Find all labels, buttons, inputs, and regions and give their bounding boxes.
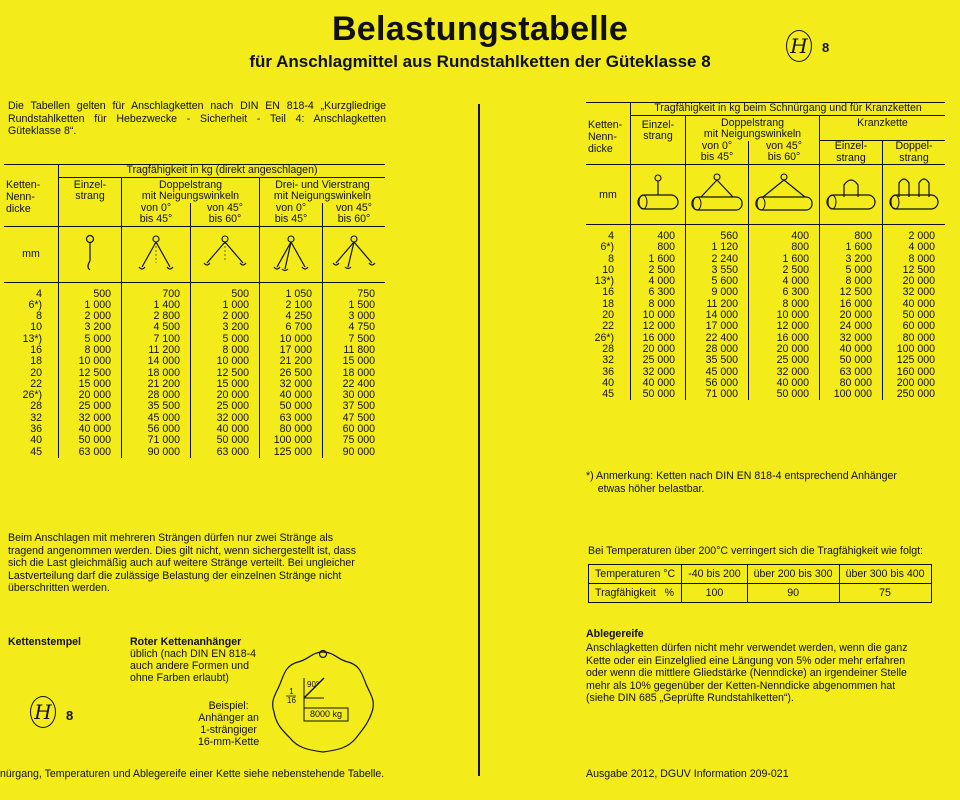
table-row bbox=[4, 322, 385, 333]
table-cell-value: 50 000 bbox=[631, 389, 686, 400]
table-cell-value: 4 000 bbox=[631, 276, 686, 287]
table-cell-value: 2 500 bbox=[749, 265, 820, 276]
table-cell-value: 20 000 bbox=[749, 344, 820, 355]
table-cell-value: 1 400 bbox=[122, 300, 191, 311]
table-cell-value: 1 050 bbox=[260, 282, 323, 300]
left-col-double: Doppelstrang mit Neigungswinkeln bbox=[122, 177, 260, 203]
table-cell-value: 6 700 bbox=[260, 322, 323, 333]
table-cell-value: 14 000 bbox=[122, 356, 191, 367]
table-cell-value: 12 000 bbox=[631, 321, 686, 332]
table-cell-value: 32 000 bbox=[59, 413, 122, 424]
table-row bbox=[586, 254, 945, 265]
table-cell-value: 200 000 bbox=[883, 378, 946, 389]
left-group-header: Tragfähigkeit in kg (direkt angeschlagen) bbox=[59, 165, 386, 178]
table-cell-value: 10 000 bbox=[191, 356, 260, 367]
temp-capacity-3: 75 bbox=[839, 584, 931, 603]
table-cell-size: 22 bbox=[30, 377, 42, 390]
table-cell-size: 36 bbox=[602, 365, 614, 378]
table-cell-size: 4 bbox=[36, 287, 42, 300]
right-group-header: Tragfähigkeit in kg beim Schnürgang und für Kranzketten bbox=[631, 103, 946, 116]
intro-text: Die Tabellen gelten für Anschlagketten nach DIN EN 818-4 „Kurzgliedrige Rundstahlketten für Hebezwecke - Sicherheit - Teil 4: Anschlagketten Güteklasse 8“. bbox=[8, 100, 386, 138]
ablege-title: Ablegereife bbox=[586, 628, 644, 640]
table-cell-value: 56 000 bbox=[686, 378, 749, 389]
table-cell-value: 8 000 bbox=[883, 254, 946, 265]
table-cell-size: 32 bbox=[602, 354, 614, 367]
table-row bbox=[586, 299, 945, 310]
table-cell-value: 90 000 bbox=[122, 447, 191, 458]
header-logo-number: 8 bbox=[822, 40, 830, 55]
page-subtitle: für Anschlagmittel aus Rundstahlketten der Güteklasse 8 bbox=[249, 52, 711, 71]
tag-label: Roter Kettenanhänger bbox=[130, 636, 242, 648]
table-row bbox=[4, 300, 385, 311]
table-cell-value: 8 000 bbox=[820, 276, 883, 287]
table-cell-value: 12 500 bbox=[883, 265, 946, 276]
table-cell-value: 50 000 bbox=[749, 389, 820, 400]
table-row bbox=[586, 344, 945, 355]
table-cell-value: 2 000 bbox=[883, 225, 946, 243]
table-cell-value: 45 000 bbox=[686, 367, 749, 378]
tag-angle: 90° bbox=[307, 680, 320, 689]
table-cell-value: 1 600 bbox=[820, 242, 883, 253]
double-strand-45-icon bbox=[134, 233, 178, 273]
table-cell-value: 16 000 bbox=[749, 333, 820, 344]
left-col-multi: Drei- und Vierstrang mit Neigungswinkeln bbox=[260, 177, 386, 203]
table-cell-value: 250 000 bbox=[883, 389, 946, 400]
table-cell-size: 40 bbox=[602, 376, 614, 389]
table-cell-value: 7 100 bbox=[122, 334, 191, 345]
kranz-single-icon bbox=[824, 171, 878, 215]
h-logo-icon: H bbox=[786, 30, 812, 62]
table-cell-value: 15 000 bbox=[323, 356, 386, 367]
table-cell-value: 4 000 bbox=[749, 276, 820, 287]
temp-capacity-2: 90 bbox=[747, 584, 839, 603]
table-cell-value: 560 bbox=[686, 225, 749, 243]
table-cell-size: 6*) bbox=[600, 241, 614, 254]
table-row bbox=[586, 355, 945, 366]
table-row bbox=[4, 413, 385, 424]
table-cell-value: 60 000 bbox=[323, 424, 386, 435]
table-cell-value: 4 750 bbox=[323, 322, 386, 333]
table-cell-value: 90 000 bbox=[323, 447, 386, 458]
table-cell-value: 50 000 bbox=[820, 355, 883, 366]
table-cell-value: 32 000 bbox=[749, 367, 820, 378]
table-row bbox=[586, 378, 945, 389]
table-cell-value: 40 000 bbox=[631, 378, 686, 389]
table-cell-value: 25 000 bbox=[191, 401, 260, 412]
table-cell-value: 63 000 bbox=[191, 447, 260, 458]
table-cell-value: 100 000 bbox=[260, 435, 323, 446]
left-row-header: Ketten- Nenn- dicke bbox=[6, 179, 41, 215]
choke-single-icon bbox=[635, 171, 681, 215]
table-row bbox=[4, 435, 385, 446]
table-row bbox=[586, 310, 945, 321]
table-cell-value: 80 000 bbox=[820, 378, 883, 389]
table-cell-size: 16 bbox=[30, 343, 42, 356]
table-row bbox=[4, 345, 385, 356]
left-angle-a: von 0° bis 45° bbox=[122, 203, 191, 227]
temp-row1-label: Temperaturen °C bbox=[589, 565, 682, 584]
table-cell-value: 28 000 bbox=[686, 344, 749, 355]
stamp-label: Kettenstempel bbox=[8, 636, 81, 648]
table-cell-value: 6 300 bbox=[631, 287, 686, 298]
table-cell-value: 20 000 bbox=[631, 344, 686, 355]
table-cell-value: 71 000 bbox=[686, 389, 749, 400]
table-cell-value: 40 000 bbox=[191, 424, 260, 435]
table-row bbox=[4, 390, 385, 401]
table-cell-value: 63 000 bbox=[260, 413, 323, 424]
left-load-table bbox=[4, 164, 385, 458]
table-cell-value: 5 000 bbox=[820, 265, 883, 276]
table-cell-value: 4 500 bbox=[122, 322, 191, 333]
table-cell-value: 2 500 bbox=[631, 265, 686, 276]
table-cell-value: 8 000 bbox=[749, 299, 820, 310]
table-cell-size: 4 bbox=[608, 230, 614, 242]
table-cell-size: 8 bbox=[608, 252, 614, 265]
table-cell-value: 100 000 bbox=[820, 389, 883, 400]
table-cell-value: 750 bbox=[323, 282, 386, 300]
right-angle-a: von 0° bis 45° bbox=[686, 141, 749, 165]
table-cell-size: 28 bbox=[30, 400, 42, 413]
table-cell-size: 45 bbox=[602, 388, 614, 401]
stamp-logo bbox=[30, 696, 56, 728]
table-cell-size: 45 bbox=[30, 445, 42, 458]
table-cell-size: 20 bbox=[30, 366, 42, 379]
table-row bbox=[586, 321, 945, 332]
table-row bbox=[4, 401, 385, 412]
table-cell-value: 3 200 bbox=[820, 254, 883, 265]
table-cell-value: 80 000 bbox=[260, 424, 323, 435]
table-row bbox=[586, 225, 945, 243]
table-cell-value: 63 000 bbox=[820, 367, 883, 378]
table-cell-value: 71 000 bbox=[122, 435, 191, 446]
table-row bbox=[586, 242, 945, 253]
left-unit: mm bbox=[4, 226, 59, 282]
table-cell-value: 80 000 bbox=[883, 333, 946, 344]
right-kranz-double: Doppel- strang bbox=[883, 141, 946, 165]
table-cell-value: 21 200 bbox=[122, 379, 191, 390]
table-cell-size: 18 bbox=[30, 355, 42, 368]
footnote: *) Anmerkung: Ketten nach DIN EN 818-4 entsprechend Anhänger etwas höher belastbar. bbox=[586, 470, 897, 495]
table-cell-value: 26 500 bbox=[260, 368, 323, 379]
table-cell-value: 4 250 bbox=[260, 311, 323, 322]
table-cell-value: 12 500 bbox=[191, 368, 260, 379]
table-cell-value: 21 200 bbox=[260, 356, 323, 367]
table-cell-value: 1 500 bbox=[323, 300, 386, 311]
table-row bbox=[4, 368, 385, 379]
table-cell-value: 12 500 bbox=[820, 287, 883, 298]
table-cell-value: 4 000 bbox=[883, 242, 946, 253]
table-cell-value: 56 000 bbox=[122, 424, 191, 435]
table-cell-value: 5 000 bbox=[191, 334, 260, 345]
table-row bbox=[586, 287, 945, 298]
table-cell-value: 11 200 bbox=[122, 345, 191, 356]
table-cell-value: 18 000 bbox=[122, 368, 191, 379]
kranz-double-icon bbox=[887, 171, 941, 215]
temp-range-1: -40 bis 200 bbox=[682, 565, 747, 584]
table-cell-value: 40 000 bbox=[820, 344, 883, 355]
table-cell-value: 15 000 bbox=[59, 379, 122, 390]
table-cell-value: 7 500 bbox=[323, 334, 386, 345]
right-kranz-single: Einzel- strang bbox=[820, 141, 883, 165]
temp-capacity-1: 100 bbox=[682, 584, 747, 603]
table-cell-value: 1 000 bbox=[59, 300, 122, 311]
table-cell-value: 800 bbox=[820, 225, 883, 243]
tag-example: Beispiel: Anhänger an 1-strängiger 16-mm-Kette bbox=[198, 700, 260, 748]
table-cell-value: 35 500 bbox=[686, 355, 749, 366]
ablege-text: Anschlagketten dürfen nicht mehr verwendet werden, wenn die ganz Kette oder ein Einzelglied eine Längung von 5% oder mehr erfahren oder wenn die mittlere Gliedstärke (Nenndicke) an irgendeiner Stelle mehr als 10% gegenüber der Ketten-Nenndicke abgenommen hat (siehe DIN 685 „Geprüfte Rundstahlketten“). bbox=[586, 642, 908, 705]
table-cell-value: 5 600 bbox=[686, 276, 749, 287]
table-cell-value: 20 000 bbox=[191, 390, 260, 401]
table-cell-value: 700 bbox=[122, 282, 191, 300]
table-cell-size: 22 bbox=[602, 320, 614, 333]
left-col-single: Einzel- strang bbox=[59, 177, 122, 226]
table-cell-value: 2 240 bbox=[686, 254, 749, 265]
table-row bbox=[586, 367, 945, 378]
table-cell-value: 18 000 bbox=[323, 368, 386, 379]
temp-row2-label: Tragfähigkeit % bbox=[589, 584, 682, 603]
choke-double-45-icon bbox=[689, 171, 745, 215]
table-cell-value: 2 800 bbox=[122, 311, 191, 322]
table-cell-value: 17 000 bbox=[686, 321, 749, 332]
table-row bbox=[4, 282, 385, 300]
right-col-double: Doppelstrang mit Neigungswinkeln bbox=[686, 115, 820, 141]
table-cell-value: 10 000 bbox=[59, 356, 122, 367]
table-cell-value: 400 bbox=[631, 225, 686, 243]
table-cell-value: 50 000 bbox=[59, 435, 122, 446]
table-cell-value: 40 000 bbox=[260, 390, 323, 401]
right-col-single: Einzel- strang bbox=[631, 115, 686, 165]
stamp-logo-number: 8 bbox=[66, 708, 74, 723]
table-cell-value: 50 000 bbox=[883, 310, 946, 321]
table-cell-value: 32 000 bbox=[191, 413, 260, 424]
table-cell-value: 32 000 bbox=[883, 287, 946, 298]
right-unit: mm bbox=[586, 165, 631, 225]
table-cell-value: 500 bbox=[59, 282, 122, 300]
right-angle-b: von 45° bis 60° bbox=[749, 141, 820, 165]
table-cell-value: 8 000 bbox=[631, 299, 686, 310]
table-row bbox=[4, 379, 385, 390]
table-cell-value: 100 000 bbox=[883, 344, 946, 355]
table-cell-value: 22 400 bbox=[323, 379, 386, 390]
table-cell-value: 20 000 bbox=[883, 276, 946, 287]
table-cell-value: 2 000 bbox=[59, 311, 122, 322]
chain-tag-illustration bbox=[268, 640, 378, 756]
table-cell-value: 10 000 bbox=[260, 334, 323, 345]
table-cell-value: 500 bbox=[191, 282, 260, 300]
table-cell-value: 30 000 bbox=[323, 390, 386, 401]
right-footer: Ausgabe 2012, DGUV Information 209-021 bbox=[586, 768, 789, 780]
table-cell-value: 125 000 bbox=[883, 355, 946, 366]
table-cell-size: 32 bbox=[30, 411, 42, 424]
table-row bbox=[4, 311, 385, 322]
table-cell-value: 5 000 bbox=[59, 334, 122, 345]
table-cell-value: 3 200 bbox=[59, 322, 122, 333]
table-cell-size: 28 bbox=[602, 342, 614, 355]
single-strand-icon bbox=[80, 233, 100, 273]
table-cell-size: 10 bbox=[602, 263, 614, 276]
right-col-kranz: Kranzkette bbox=[820, 115, 946, 141]
table-row bbox=[4, 447, 385, 458]
table-cell-value: 47 500 bbox=[323, 413, 386, 424]
page-title: Belastungstabelle bbox=[331, 10, 629, 48]
table-cell-value: 800 bbox=[749, 242, 820, 253]
table-cell-size: 36 bbox=[30, 423, 42, 436]
table-cell-value: 1 000 bbox=[191, 300, 260, 311]
table-cell-size: 8 bbox=[36, 310, 42, 323]
tag-fraction bbox=[287, 687, 296, 705]
table-cell-value: 12 000 bbox=[749, 321, 820, 332]
right-row-header: Ketten- Nenn- dicke bbox=[588, 119, 623, 155]
left-angle-b: von 45° bis 60° bbox=[191, 203, 260, 227]
table-cell-value: 3 550 bbox=[686, 265, 749, 276]
table-cell-size: 10 bbox=[30, 321, 42, 334]
tag-fraction-bottom: 16 bbox=[287, 696, 296, 705]
table-cell-value: 32 000 bbox=[631, 367, 686, 378]
table-cell-value: 15 000 bbox=[191, 379, 260, 390]
temp-range-3: über 300 bis 400 bbox=[839, 565, 931, 584]
multi-strand-45-icon bbox=[269, 233, 313, 273]
table-cell-value: 40 000 bbox=[59, 424, 122, 435]
table-cell-size: 26*) bbox=[594, 331, 614, 344]
table-cell-value: 12 500 bbox=[59, 368, 122, 379]
right-load-table bbox=[586, 102, 945, 400]
table-row bbox=[4, 334, 385, 345]
table-cell-value: 25 000 bbox=[59, 401, 122, 412]
table-cell-value: 160 000 bbox=[883, 367, 946, 378]
temperature-intro: Bei Temperaturen über 200°C verringert sich die Tragfähigkeit wie folgt: bbox=[588, 545, 923, 557]
table-cell-value: 125 000 bbox=[260, 447, 323, 458]
table-cell-size: 16 bbox=[602, 286, 614, 299]
choke-double-60-icon bbox=[753, 171, 815, 215]
table-cell-value: 50 000 bbox=[260, 401, 323, 412]
left-footer: nürgang, Temperaturen und Ablegereife einer Kette siehe nebenstehende Tabelle. bbox=[0, 768, 385, 780]
table-cell-value: 50 000 bbox=[191, 435, 260, 446]
table-cell-value: 11 800 bbox=[323, 345, 386, 356]
table-cell-size: 6*) bbox=[28, 298, 42, 311]
table-cell-value: 1 120 bbox=[686, 242, 749, 253]
table-cell-value: 3 200 bbox=[191, 322, 260, 333]
table-row bbox=[586, 389, 945, 400]
table-cell-value: 40 000 bbox=[883, 299, 946, 310]
header-logo bbox=[786, 30, 812, 62]
table-cell-value: 32 000 bbox=[260, 379, 323, 390]
column-divider bbox=[478, 104, 480, 776]
table-cell-size: 26*) bbox=[22, 389, 42, 402]
table-cell-value: 40 000 bbox=[749, 378, 820, 389]
left-angle-c: von 0° bis 45° bbox=[260, 203, 323, 227]
tag-weight-text: 8000 kg bbox=[309, 709, 343, 719]
table-cell-size: 13*) bbox=[594, 275, 614, 288]
table-cell-value: 35 500 bbox=[122, 401, 191, 412]
table-cell-value: 1 600 bbox=[631, 254, 686, 265]
table-cell-value: 14 000 bbox=[686, 310, 749, 321]
table-cell-value: 20 000 bbox=[59, 390, 122, 401]
table-cell-value: 45 000 bbox=[122, 413, 191, 424]
table-cell-value: 3 000 bbox=[323, 311, 386, 322]
left-angle-d: von 45° bis 60° bbox=[323, 203, 386, 227]
table-cell-value: 6 300 bbox=[749, 287, 820, 298]
table-cell-value: 1 600 bbox=[749, 254, 820, 265]
table-cell-value: 17 000 bbox=[260, 345, 323, 356]
table-cell-value: 8 000 bbox=[59, 345, 122, 356]
multi-strand-note: Beim Anschlagen mit mehreren Strängen dürfen nur zwei Stränge als tragend angenommen werden. Dies gilt nicht, wenn sichergestellt ist, dass sich die Last gleichmäßig auch auf weitere Stränge verteilt. Bei ungleicher Lastverteilung darf die zulässige Belastung der einzelnen Stränge nicht überschritten werden. bbox=[8, 532, 357, 595]
table-row bbox=[586, 333, 945, 344]
table-row bbox=[4, 356, 385, 367]
table-cell-size: 20 bbox=[602, 309, 614, 322]
table-cell-value: 25 000 bbox=[631, 355, 686, 366]
tag-description: üblich (nach DIN EN 818-4 auch andere Formen und ohne Farben erlaubt) bbox=[130, 648, 257, 684]
table-cell-value: 2 000 bbox=[191, 311, 260, 322]
temperature-table bbox=[588, 564, 932, 603]
table-cell-size: 40 bbox=[30, 434, 42, 447]
table-cell-value: 60 000 bbox=[883, 321, 946, 332]
stamp-h-logo-icon: H bbox=[30, 696, 56, 728]
table-cell-value: 24 000 bbox=[820, 321, 883, 332]
table-cell-size: 18 bbox=[602, 297, 614, 310]
table-row bbox=[586, 276, 945, 287]
table-cell-value: 28 000 bbox=[122, 390, 191, 401]
table-cell-value: 11 200 bbox=[686, 299, 749, 310]
table-cell-size: 13*) bbox=[22, 332, 42, 345]
table-cell-value: 16 000 bbox=[820, 299, 883, 310]
double-strand-60-icon bbox=[203, 233, 247, 273]
table-cell-value: 75 000 bbox=[323, 435, 386, 446]
table-cell-value: 16 000 bbox=[631, 333, 686, 344]
table-cell-value: 22 400 bbox=[686, 333, 749, 344]
table-cell-value: 25 000 bbox=[749, 355, 820, 366]
table-cell-value: 800 bbox=[631, 242, 686, 253]
table-cell-value: 20 000 bbox=[820, 310, 883, 321]
table-row bbox=[586, 265, 945, 276]
table-cell-value: 10 000 bbox=[749, 310, 820, 321]
table-cell-value: 63 000 bbox=[59, 447, 122, 458]
multi-strand-60-icon bbox=[332, 233, 376, 273]
temp-range-2: über 200 bis 300 bbox=[747, 565, 839, 584]
table-cell-value: 8 000 bbox=[191, 345, 260, 356]
table-cell-value: 32 000 bbox=[820, 333, 883, 344]
table-cell-value: 400 bbox=[749, 225, 820, 243]
table-cell-value: 9 000 bbox=[686, 287, 749, 298]
table-cell-value: 2 100 bbox=[260, 300, 323, 311]
table-cell-value: 10 000 bbox=[631, 310, 686, 321]
table-row bbox=[4, 424, 385, 435]
tag-fraction-top: 1 bbox=[289, 687, 294, 696]
table-cell-value: 37 500 bbox=[323, 401, 386, 412]
